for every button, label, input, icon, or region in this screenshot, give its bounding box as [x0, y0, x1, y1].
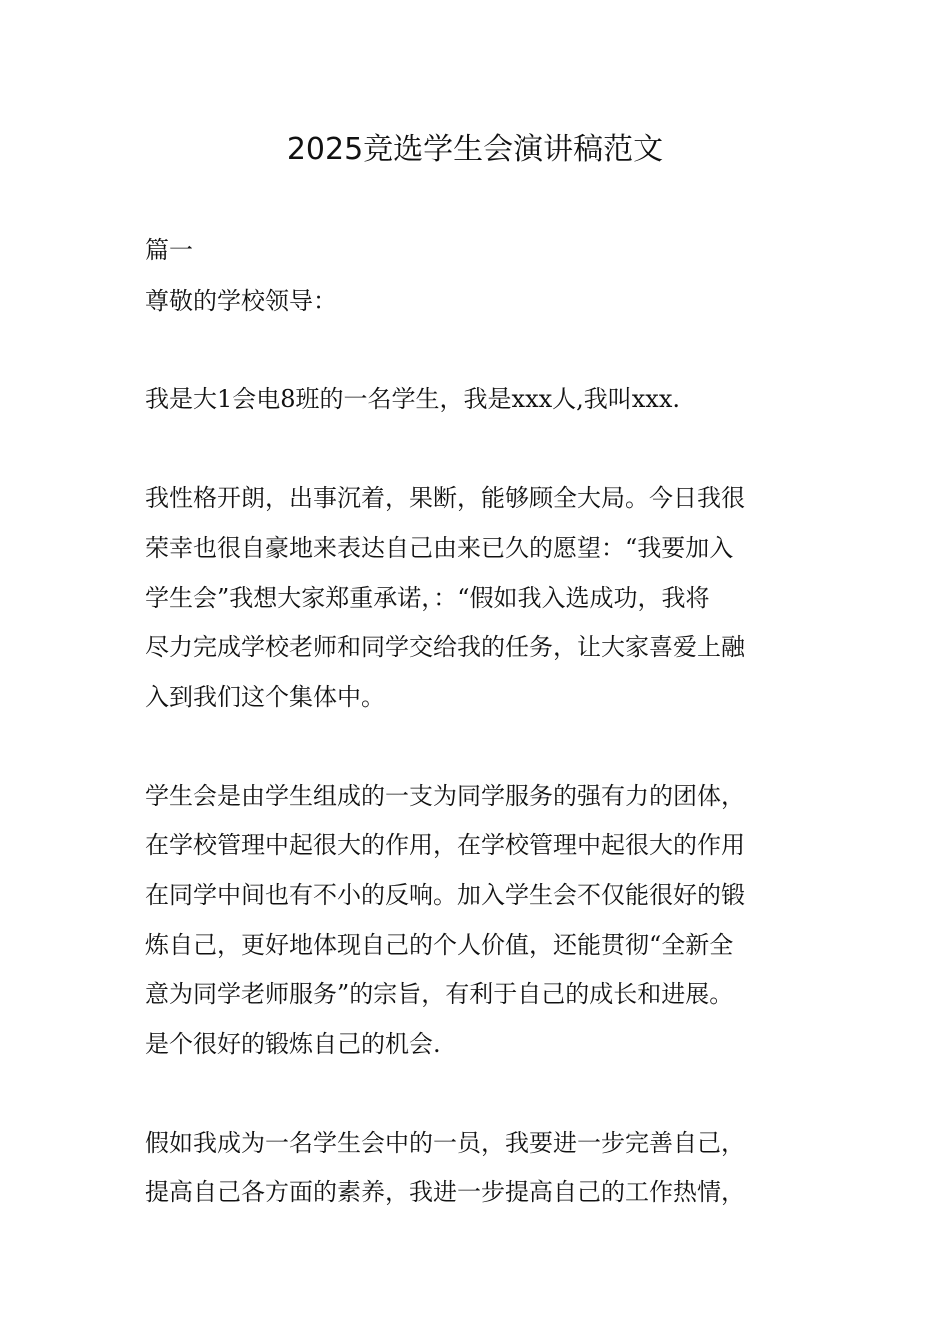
- document-title: 2025竞选学生会演讲稿范文: [286, 132, 664, 167]
- salutation: 尊敬的学校领导：: [145, 287, 337, 315]
- paragraph-3-line-3: 在同学中间也有不小的反响。加入学生会不仅能很好的锻: [145, 881, 745, 909]
- paragraph-1-line-1: 我是大1会电8班的一名学生，我是xxx人,我叫xxx.: [145, 385, 681, 413]
- paragraph-3-line-4: 炼自己，更好地体现自己的个人价值，还能贯彻“全新全: [145, 931, 734, 959]
- paragraph-3-line-6: 是个很好的锻炼自己的机会.: [145, 1030, 441, 1058]
- paragraph-3-line-2: 在学校管理中起很大的作用，在学校管理中起很大的作用: [145, 831, 745, 859]
- paragraph-4-line-1: 假如我成为一名学生会中的一员，我要进一步完善自己，: [145, 1129, 745, 1157]
- paragraph-3-line-5: 意为同学老师服务”的宗旨，有利于自己的成长和进展。: [145, 980, 734, 1008]
- paragraph-4-line-2: 提高自己各方面的素养，我进一步提高自己的工作热情，: [145, 1178, 745, 1206]
- paragraph-2-line-4: 尽力完成学校老师和同学交给我的任务，让大家喜爱上融: [145, 633, 745, 661]
- paragraph-2-line-2: 荣幸也很自豪地来表达自己由来已久的愿望：“我要加入: [145, 534, 734, 562]
- paragraph-3-line-1: 学生会是由学生组成的一支为同学服务的强有力的团体，: [145, 782, 745, 810]
- paragraph-2-line-5: 入到我们这个集体中。: [145, 683, 385, 711]
- section-label: 篇一: [145, 236, 193, 264]
- paragraph-2-line-3: 学生会”我想大家郑重承诺，：“假如我入选成功，我将: [145, 584, 710, 612]
- paragraph-2-line-1: 我性格开朗，出事沉着，果断，能够顾全大局。今日我很: [145, 484, 745, 512]
